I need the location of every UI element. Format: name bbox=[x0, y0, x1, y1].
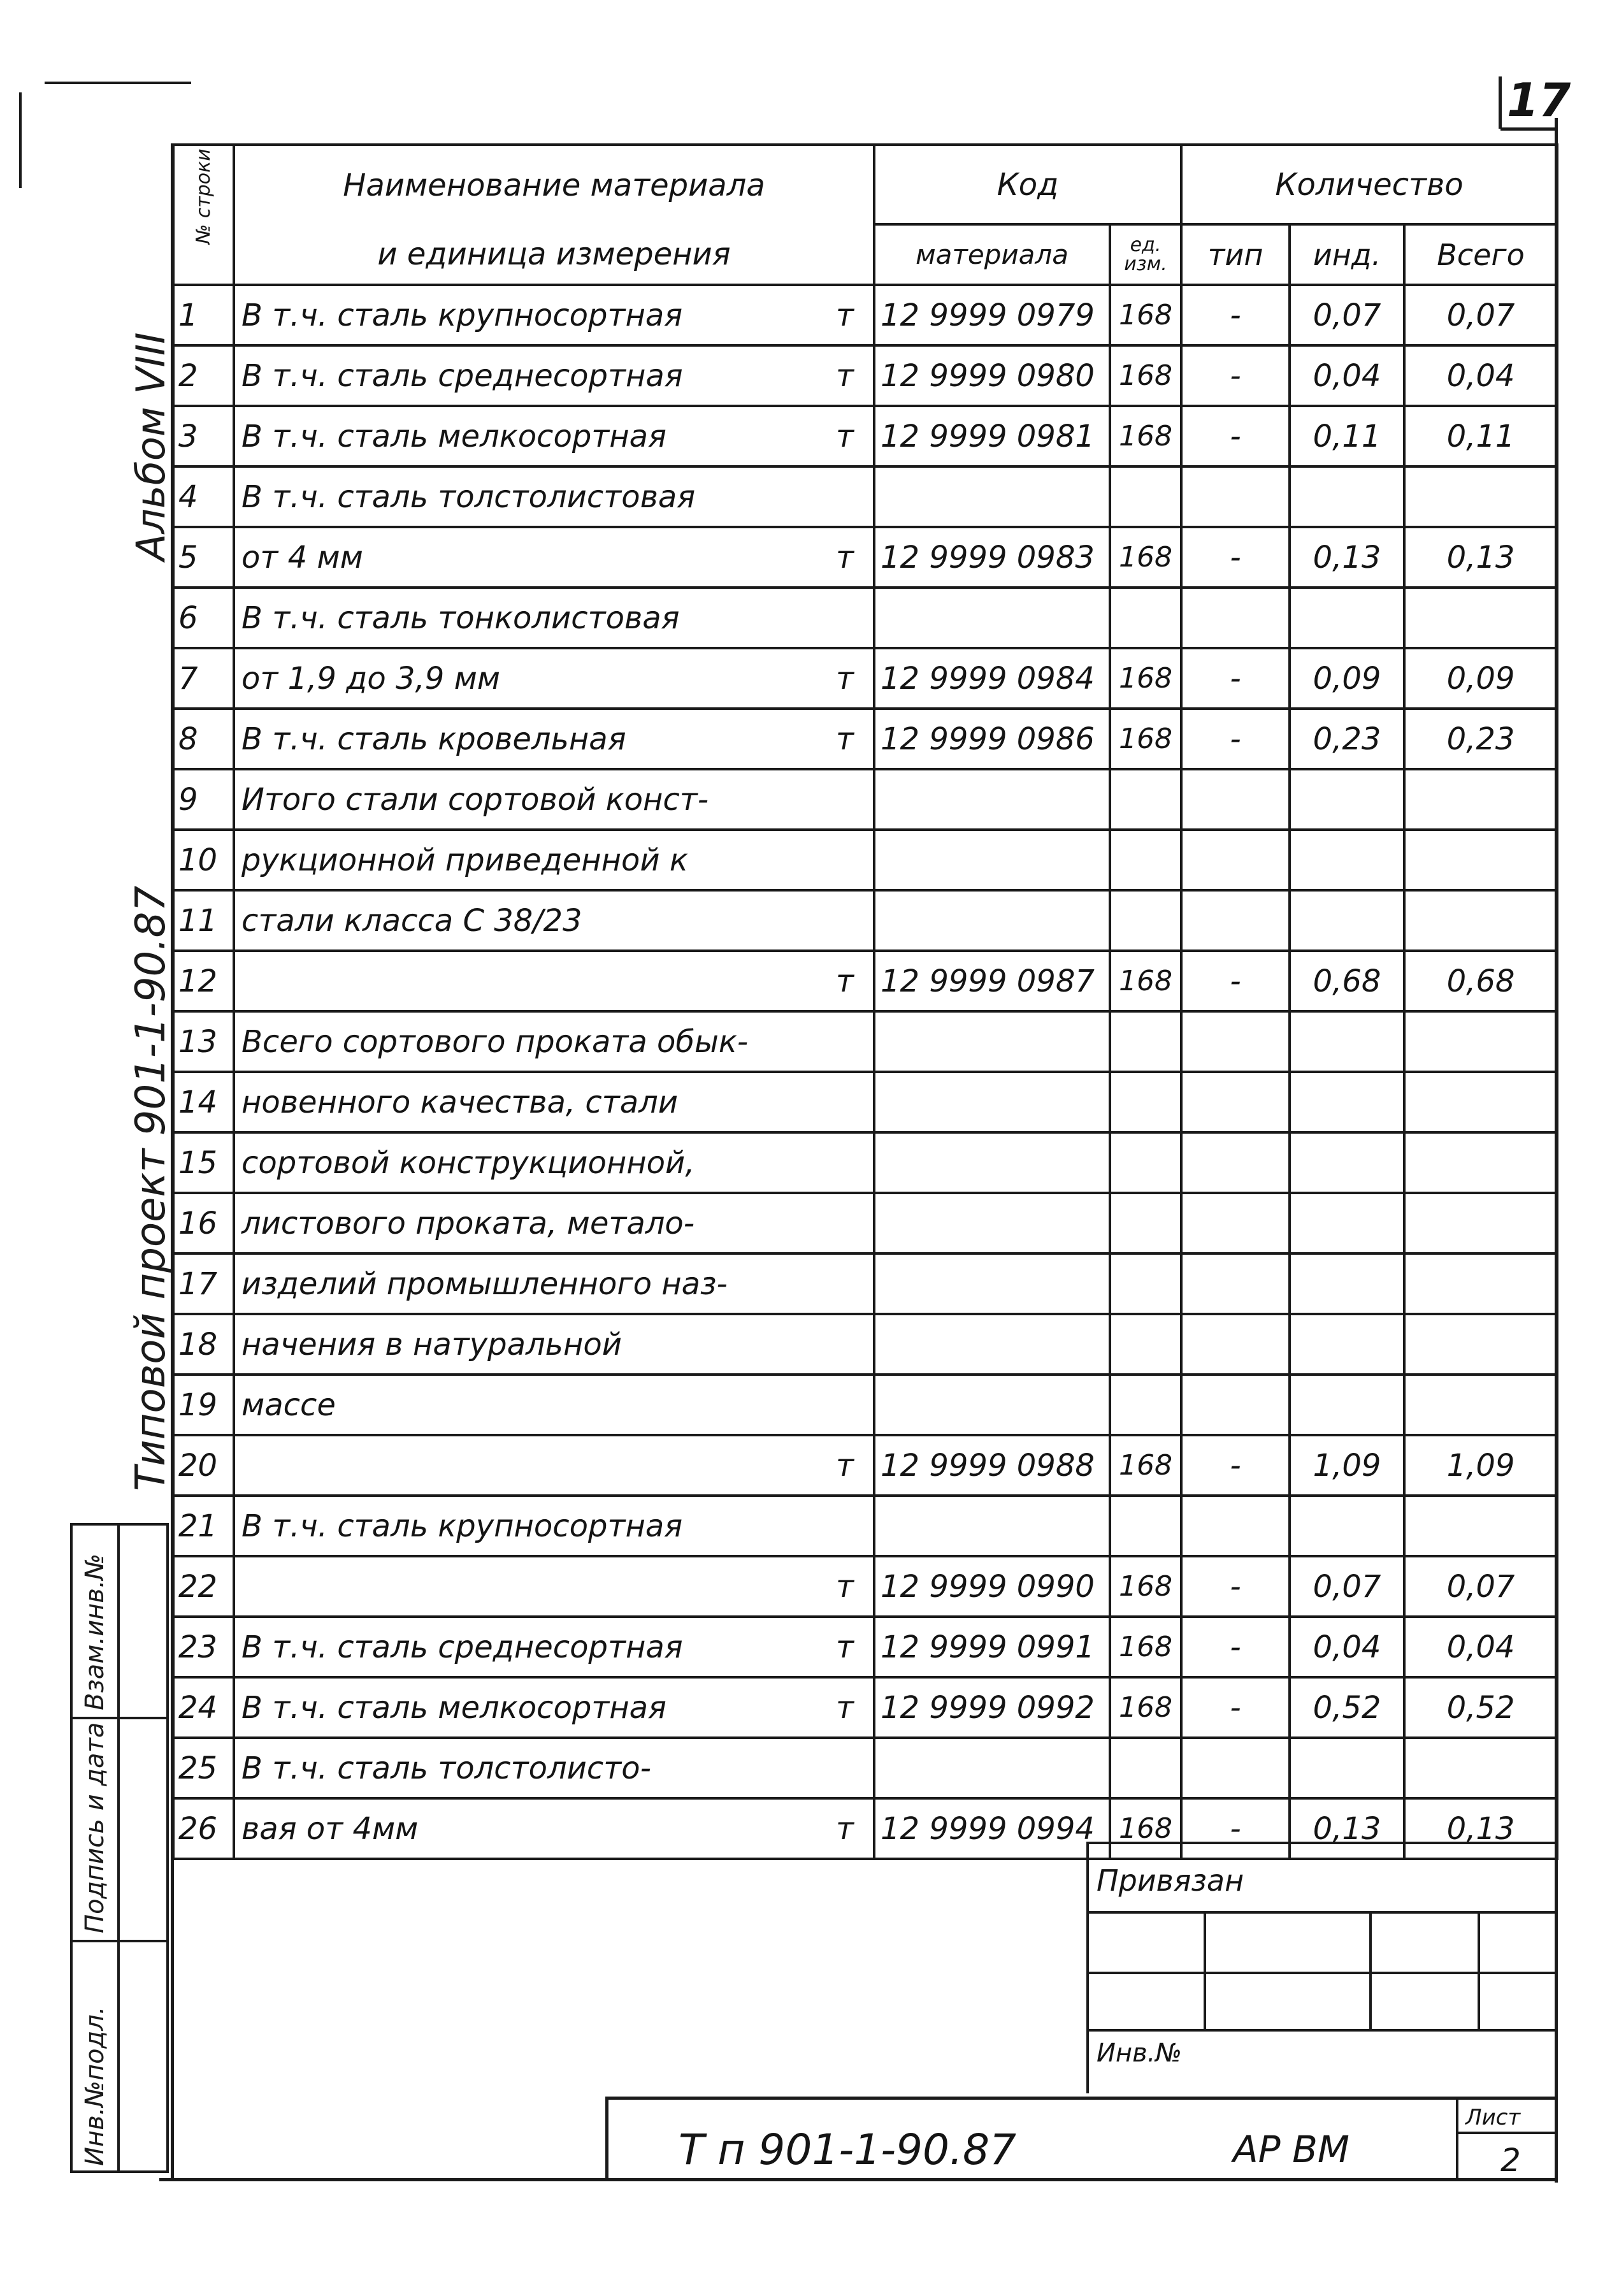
qty-ind: 0,52 bbox=[1290, 1677, 1404, 1738]
material-name-cell bbox=[234, 1556, 874, 1617]
material-code: 12 9999 0979 bbox=[874, 285, 1110, 345]
qty-total bbox=[1404, 1253, 1557, 1314]
unit-code: 168 bbox=[1110, 406, 1181, 466]
table-row bbox=[173, 466, 1557, 527]
qty-total bbox=[1404, 1132, 1557, 1193]
unit-code bbox=[1110, 1738, 1181, 1798]
qty-total: 0,04 bbox=[1404, 345, 1557, 406]
table-row bbox=[173, 951, 1557, 1011]
qty-type: - bbox=[1181, 345, 1290, 406]
material-name-cell bbox=[234, 1738, 874, 1798]
table-row bbox=[173, 1132, 1557, 1193]
unit-code: 168 bbox=[1110, 285, 1181, 345]
material-name-cell bbox=[234, 1375, 874, 1435]
row-number: 20 bbox=[173, 1435, 234, 1496]
material-name-cell bbox=[234, 769, 874, 830]
material-name-cell bbox=[234, 1132, 874, 1193]
unit: т bbox=[836, 1568, 854, 1605]
unit-code bbox=[1110, 1011, 1181, 1072]
row-number: 8 bbox=[173, 709, 234, 769]
material-code bbox=[874, 1011, 1110, 1072]
table-row bbox=[173, 345, 1557, 406]
qty-type bbox=[1181, 1011, 1290, 1072]
unit-code bbox=[1110, 1072, 1181, 1132]
qty-type bbox=[1181, 466, 1290, 527]
material-name-cell bbox=[234, 285, 874, 345]
qty-type: - bbox=[1181, 1798, 1290, 1859]
code-header: Код bbox=[874, 145, 1181, 224]
material-name-cell bbox=[234, 345, 874, 406]
qty-total bbox=[1404, 890, 1557, 951]
qty-ind bbox=[1290, 1011, 1404, 1072]
page-number-underline bbox=[1500, 127, 1558, 131]
qty-type bbox=[1181, 1072, 1290, 1132]
unit-code: 168 bbox=[1110, 345, 1181, 406]
qty-type: - bbox=[1181, 406, 1290, 466]
doc-code: Т п 901-1-90.87 bbox=[679, 2125, 1016, 2174]
row-number: 7 bbox=[173, 648, 234, 709]
material-name: В т.ч. сталь толстолистовая bbox=[241, 479, 696, 515]
material-code bbox=[874, 588, 1110, 648]
qty-type-header: тип bbox=[1181, 224, 1290, 285]
qty-type bbox=[1181, 890, 1290, 951]
code-unit-header: ед. изм. bbox=[1110, 224, 1181, 285]
qty-ind-header: инд. bbox=[1290, 224, 1404, 285]
qty-total bbox=[1404, 1496, 1557, 1556]
row-number: 5 bbox=[173, 527, 234, 588]
material-code bbox=[874, 1496, 1110, 1556]
qty-type bbox=[1181, 1314, 1290, 1375]
qty-ind bbox=[1290, 588, 1404, 648]
table-row bbox=[173, 406, 1557, 466]
material-name: В т.ч. сталь толстолисто- bbox=[241, 1750, 651, 1786]
qty-ind bbox=[1290, 1253, 1404, 1314]
qty-ind: 0,13 bbox=[1290, 1798, 1404, 1859]
unit-code: 168 bbox=[1110, 527, 1181, 588]
row-number: 14 bbox=[173, 1072, 234, 1132]
material-code bbox=[874, 1314, 1110, 1375]
material-name: рукционной приведенной к bbox=[241, 842, 688, 878]
qty-total bbox=[1404, 830, 1557, 890]
table-row bbox=[173, 1738, 1557, 1798]
material-code: 12 9999 0987 bbox=[874, 951, 1110, 1011]
material-code: 12 9999 0992 bbox=[874, 1677, 1110, 1738]
qty-type: - bbox=[1181, 951, 1290, 1011]
qty-type bbox=[1181, 830, 1290, 890]
unit-code bbox=[1110, 890, 1181, 951]
row-number: 3 bbox=[173, 406, 234, 466]
material-name: В т.ч. сталь крупносортная bbox=[241, 297, 683, 333]
unit: т bbox=[836, 721, 854, 757]
row-number: 24 bbox=[173, 1677, 234, 1738]
material-code bbox=[874, 466, 1110, 527]
row-number: 10 bbox=[173, 830, 234, 890]
materials-table bbox=[172, 143, 1558, 1860]
left-margin-boxes bbox=[70, 1523, 169, 2173]
row-number: 22 bbox=[173, 1556, 234, 1617]
material-name-cell bbox=[234, 830, 874, 890]
row-number: 17 bbox=[173, 1253, 234, 1314]
qty-type: - bbox=[1181, 1435, 1290, 1496]
table-row bbox=[173, 588, 1557, 648]
unit-code: 168 bbox=[1110, 1556, 1181, 1617]
invno-subst-label: Взам.инв.№ bbox=[80, 1553, 110, 1710]
title-block bbox=[605, 2097, 1556, 2179]
material-code bbox=[874, 769, 1110, 830]
qty-type bbox=[1181, 588, 1290, 648]
unit-code bbox=[1110, 830, 1181, 890]
unit-code bbox=[1110, 1193, 1181, 1253]
qty-type: - bbox=[1181, 285, 1290, 345]
row-number: 21 bbox=[173, 1496, 234, 1556]
material-name: стали класса С 38/23 bbox=[241, 902, 582, 939]
material-code: 12 9999 0983 bbox=[874, 527, 1110, 588]
qty-total bbox=[1404, 1375, 1557, 1435]
unit-code bbox=[1110, 769, 1181, 830]
qty-total bbox=[1404, 1011, 1557, 1072]
table-row bbox=[173, 709, 1557, 769]
material-name-cell bbox=[234, 1193, 874, 1253]
material-code: 12 9999 0981 bbox=[874, 406, 1110, 466]
qty-total: 1,09 bbox=[1404, 1435, 1557, 1496]
material-name: массе bbox=[241, 1387, 336, 1423]
attached-label: Привязан bbox=[1097, 1863, 1244, 1898]
material-code bbox=[874, 1193, 1110, 1253]
material-name-cell bbox=[234, 1617, 874, 1677]
qty-total bbox=[1404, 1072, 1557, 1132]
row-number: 6 bbox=[173, 588, 234, 648]
material-name: В т.ч. сталь крупносортная bbox=[241, 1508, 683, 1544]
material-name-cell bbox=[234, 1496, 874, 1556]
qty-type: - bbox=[1181, 709, 1290, 769]
row-number: 13 bbox=[173, 1011, 234, 1072]
unit: т bbox=[836, 1810, 854, 1847]
qty-total: 0,68 bbox=[1404, 951, 1557, 1011]
unit-code bbox=[1110, 588, 1181, 648]
material-name: Всего сортового проката обык- bbox=[241, 1023, 749, 1060]
material-code bbox=[874, 890, 1110, 951]
material-name: от 4 мм bbox=[241, 539, 363, 575]
unit-code bbox=[1110, 466, 1181, 527]
material-name: вая от 4мм bbox=[241, 1810, 419, 1847]
material-name-cell bbox=[234, 951, 874, 1011]
qty-type: - bbox=[1181, 648, 1290, 709]
table-row bbox=[173, 830, 1557, 890]
row-number: 16 bbox=[173, 1193, 234, 1253]
material-name-cell bbox=[234, 1435, 874, 1496]
qty-ind bbox=[1290, 1314, 1404, 1375]
unit-code: 168 bbox=[1110, 951, 1181, 1011]
unit: т bbox=[836, 539, 854, 575]
qty-ind bbox=[1290, 466, 1404, 527]
row-number: 9 bbox=[173, 769, 234, 830]
qty-ind: 0,13 bbox=[1290, 527, 1404, 588]
material-name-cell bbox=[234, 588, 874, 648]
qty-type bbox=[1181, 1253, 1290, 1314]
material-code: 12 9999 0988 bbox=[874, 1435, 1110, 1496]
album-label: Альбом VIII bbox=[127, 332, 174, 561]
qty-ind bbox=[1290, 890, 1404, 951]
material-name: В т.ч. сталь среднесортная bbox=[241, 357, 683, 394]
material-code bbox=[874, 1253, 1110, 1314]
material-code: 12 9999 0990 bbox=[874, 1556, 1110, 1617]
code-material-header: материала bbox=[874, 224, 1110, 285]
unit-code bbox=[1110, 1496, 1181, 1556]
unit: т bbox=[836, 660, 854, 697]
row-number: 4 bbox=[173, 466, 234, 527]
material-name-cell bbox=[234, 527, 874, 588]
table-row bbox=[173, 1556, 1557, 1617]
qty-ind bbox=[1290, 830, 1404, 890]
table-row bbox=[173, 1193, 1557, 1253]
material-name: сортовой конструкционной, bbox=[241, 1144, 695, 1181]
qty-total bbox=[1404, 769, 1557, 830]
qty-ind bbox=[1290, 1132, 1404, 1193]
qty-total bbox=[1404, 588, 1557, 648]
material-name-cell bbox=[234, 890, 874, 951]
material-code bbox=[874, 1072, 1110, 1132]
qty-type bbox=[1181, 1132, 1290, 1193]
row-number: 26 bbox=[173, 1798, 234, 1859]
table-row bbox=[173, 527, 1557, 588]
unit: т bbox=[836, 357, 854, 394]
table-row bbox=[173, 769, 1557, 830]
material-name: В т.ч. сталь тонколистовая bbox=[241, 600, 680, 636]
unit: т bbox=[836, 1629, 854, 1665]
material-name-cell bbox=[234, 466, 874, 527]
attached-block bbox=[1086, 1842, 1556, 2093]
unit-code: 168 bbox=[1110, 1798, 1181, 1859]
material-name-cell bbox=[234, 406, 874, 466]
material-name-cell bbox=[234, 1253, 874, 1314]
qty-ind: 0,07 bbox=[1290, 285, 1404, 345]
table-row bbox=[173, 1314, 1557, 1375]
name-header-line2: и единица измерения bbox=[234, 224, 874, 285]
qty-ind: 0,07 bbox=[1290, 1556, 1404, 1617]
qty-type bbox=[1181, 1496, 1290, 1556]
qty-type: - bbox=[1181, 527, 1290, 588]
qty-type: - bbox=[1181, 1556, 1290, 1617]
unit: т bbox=[836, 418, 854, 454]
qty-total-header: Всего bbox=[1404, 224, 1557, 285]
table-row bbox=[173, 285, 1557, 345]
table-row bbox=[173, 1435, 1557, 1496]
top-left-mark bbox=[45, 82, 191, 84]
qty-total bbox=[1404, 1738, 1557, 1798]
table-row bbox=[173, 1253, 1557, 1314]
qty-ind bbox=[1290, 1193, 1404, 1253]
table-row bbox=[173, 1375, 1557, 1435]
left-edge-mark bbox=[19, 92, 22, 188]
qty-total: 0,13 bbox=[1404, 1798, 1557, 1859]
material-code bbox=[874, 1375, 1110, 1435]
qty-total: 0,09 bbox=[1404, 648, 1557, 709]
row-number: 25 bbox=[173, 1738, 234, 1798]
unit-code: 168 bbox=[1110, 709, 1181, 769]
unit-code: 168 bbox=[1110, 1617, 1181, 1677]
qty-total bbox=[1404, 466, 1557, 527]
material-code bbox=[874, 1132, 1110, 1193]
material-name-cell bbox=[234, 1314, 874, 1375]
unit-code bbox=[1110, 1375, 1181, 1435]
material-name-cell bbox=[234, 1011, 874, 1072]
qty-total: 0,13 bbox=[1404, 527, 1557, 588]
material-code: 12 9999 0994 bbox=[874, 1798, 1110, 1859]
unit-code bbox=[1110, 1132, 1181, 1193]
invno-stamp-label: Инв.№ bbox=[1097, 2039, 1182, 2068]
qty-ind bbox=[1290, 1496, 1404, 1556]
material-name-cell bbox=[234, 648, 874, 709]
material-name: В т.ч. сталь среднесортная bbox=[241, 1629, 683, 1665]
qty-total: 0,11 bbox=[1404, 406, 1557, 466]
table-row bbox=[173, 1072, 1557, 1132]
qty-total: 0,07 bbox=[1404, 285, 1557, 345]
qty-total: 0,23 bbox=[1404, 709, 1557, 769]
table-row bbox=[173, 1617, 1557, 1677]
page-number-bar bbox=[1499, 76, 1502, 129]
unit-code: 168 bbox=[1110, 648, 1181, 709]
sheet-number: 2 bbox=[1500, 2142, 1521, 2179]
row-number: 12 bbox=[173, 951, 234, 1011]
qty-header: Количество bbox=[1181, 145, 1557, 224]
qty-ind bbox=[1290, 1072, 1404, 1132]
row-number: 19 bbox=[173, 1375, 234, 1435]
sign-date-label: Подпись и дата bbox=[80, 1722, 110, 1933]
row-number: 11 bbox=[173, 890, 234, 951]
row-number: 23 bbox=[173, 1617, 234, 1677]
row-number: 18 bbox=[173, 1314, 234, 1375]
qty-total bbox=[1404, 1193, 1557, 1253]
name-header-line1: Наименование материала bbox=[234, 145, 874, 224]
qty-type bbox=[1181, 1193, 1290, 1253]
qty-total bbox=[1404, 1314, 1557, 1375]
material-name: новенного качества, стали bbox=[241, 1084, 679, 1120]
table-row bbox=[173, 648, 1557, 709]
unit-code: 168 bbox=[1110, 1677, 1181, 1738]
table-row bbox=[173, 1677, 1557, 1738]
material-code bbox=[874, 830, 1110, 890]
table-row bbox=[173, 1011, 1557, 1072]
material-name: Итого стали сортовой конст- bbox=[241, 781, 709, 818]
sheet-label: Лист bbox=[1465, 2105, 1521, 2130]
material-name: В т.ч. сталь мелкосортная bbox=[241, 418, 666, 454]
qty-total: 0,52 bbox=[1404, 1677, 1557, 1738]
qty-ind bbox=[1290, 1738, 1404, 1798]
table-row bbox=[173, 1496, 1557, 1556]
material-code: 12 9999 0980 bbox=[874, 345, 1110, 406]
table-row bbox=[173, 890, 1557, 951]
rownum-header: № строки bbox=[173, 145, 234, 285]
material-name-cell bbox=[234, 1072, 874, 1132]
material-name-cell bbox=[234, 1798, 874, 1859]
qty-ind: 1,09 bbox=[1290, 1435, 1404, 1496]
invno-orig-label: Инв.№подл. bbox=[80, 2006, 110, 2166]
qty-type bbox=[1181, 1375, 1290, 1435]
qty-type: - bbox=[1181, 1617, 1290, 1677]
material-code: 12 9999 0991 bbox=[874, 1617, 1110, 1677]
unit-code bbox=[1110, 1314, 1181, 1375]
unit: т bbox=[836, 963, 854, 999]
qty-ind: 0,09 bbox=[1290, 648, 1404, 709]
qty-ind: 0,68 bbox=[1290, 951, 1404, 1011]
qty-type bbox=[1181, 1738, 1290, 1798]
material-name: от 1,9 до 3,9 мм bbox=[241, 660, 501, 697]
material-name-cell bbox=[234, 1677, 874, 1738]
unit: т bbox=[836, 1447, 854, 1484]
qty-total: 0,04 bbox=[1404, 1617, 1557, 1677]
unit: т bbox=[836, 1689, 854, 1726]
material-name: начения в натуральной bbox=[241, 1326, 622, 1362]
row-number: 2 bbox=[173, 345, 234, 406]
material-name: В т.ч. сталь кровельная bbox=[241, 721, 626, 757]
qty-ind: 0,23 bbox=[1290, 709, 1404, 769]
material-code bbox=[874, 1738, 1110, 1798]
page-number: 17 bbox=[1507, 73, 1571, 127]
material-name: В т.ч. сталь мелкосортная bbox=[241, 1689, 666, 1726]
sheet-code: АР ВМ bbox=[1233, 2128, 1349, 2171]
qty-ind bbox=[1290, 769, 1404, 830]
project-label: Типовой проект 901-1-90.87 bbox=[127, 885, 175, 1491]
row-number: 1 bbox=[173, 285, 234, 345]
qty-total: 0,07 bbox=[1404, 1556, 1557, 1617]
qty-type bbox=[1181, 769, 1290, 830]
material-code: 12 9999 0984 bbox=[874, 648, 1110, 709]
qty-ind: 0,04 bbox=[1290, 345, 1404, 406]
material-name-cell bbox=[234, 709, 874, 769]
qty-type: - bbox=[1181, 1677, 1290, 1738]
unit-code: 168 bbox=[1110, 1435, 1181, 1496]
qty-ind: 0,04 bbox=[1290, 1617, 1404, 1677]
unit-code bbox=[1110, 1253, 1181, 1314]
qty-ind: 0,11 bbox=[1290, 406, 1404, 466]
row-number: 15 bbox=[173, 1132, 234, 1193]
qty-ind bbox=[1290, 1375, 1404, 1435]
material-name: изделий промышленного наз- bbox=[241, 1266, 728, 1302]
material-name: листового проката, метало- bbox=[241, 1205, 695, 1241]
unit: т bbox=[836, 297, 854, 333]
material-code: 12 9999 0986 bbox=[874, 709, 1110, 769]
